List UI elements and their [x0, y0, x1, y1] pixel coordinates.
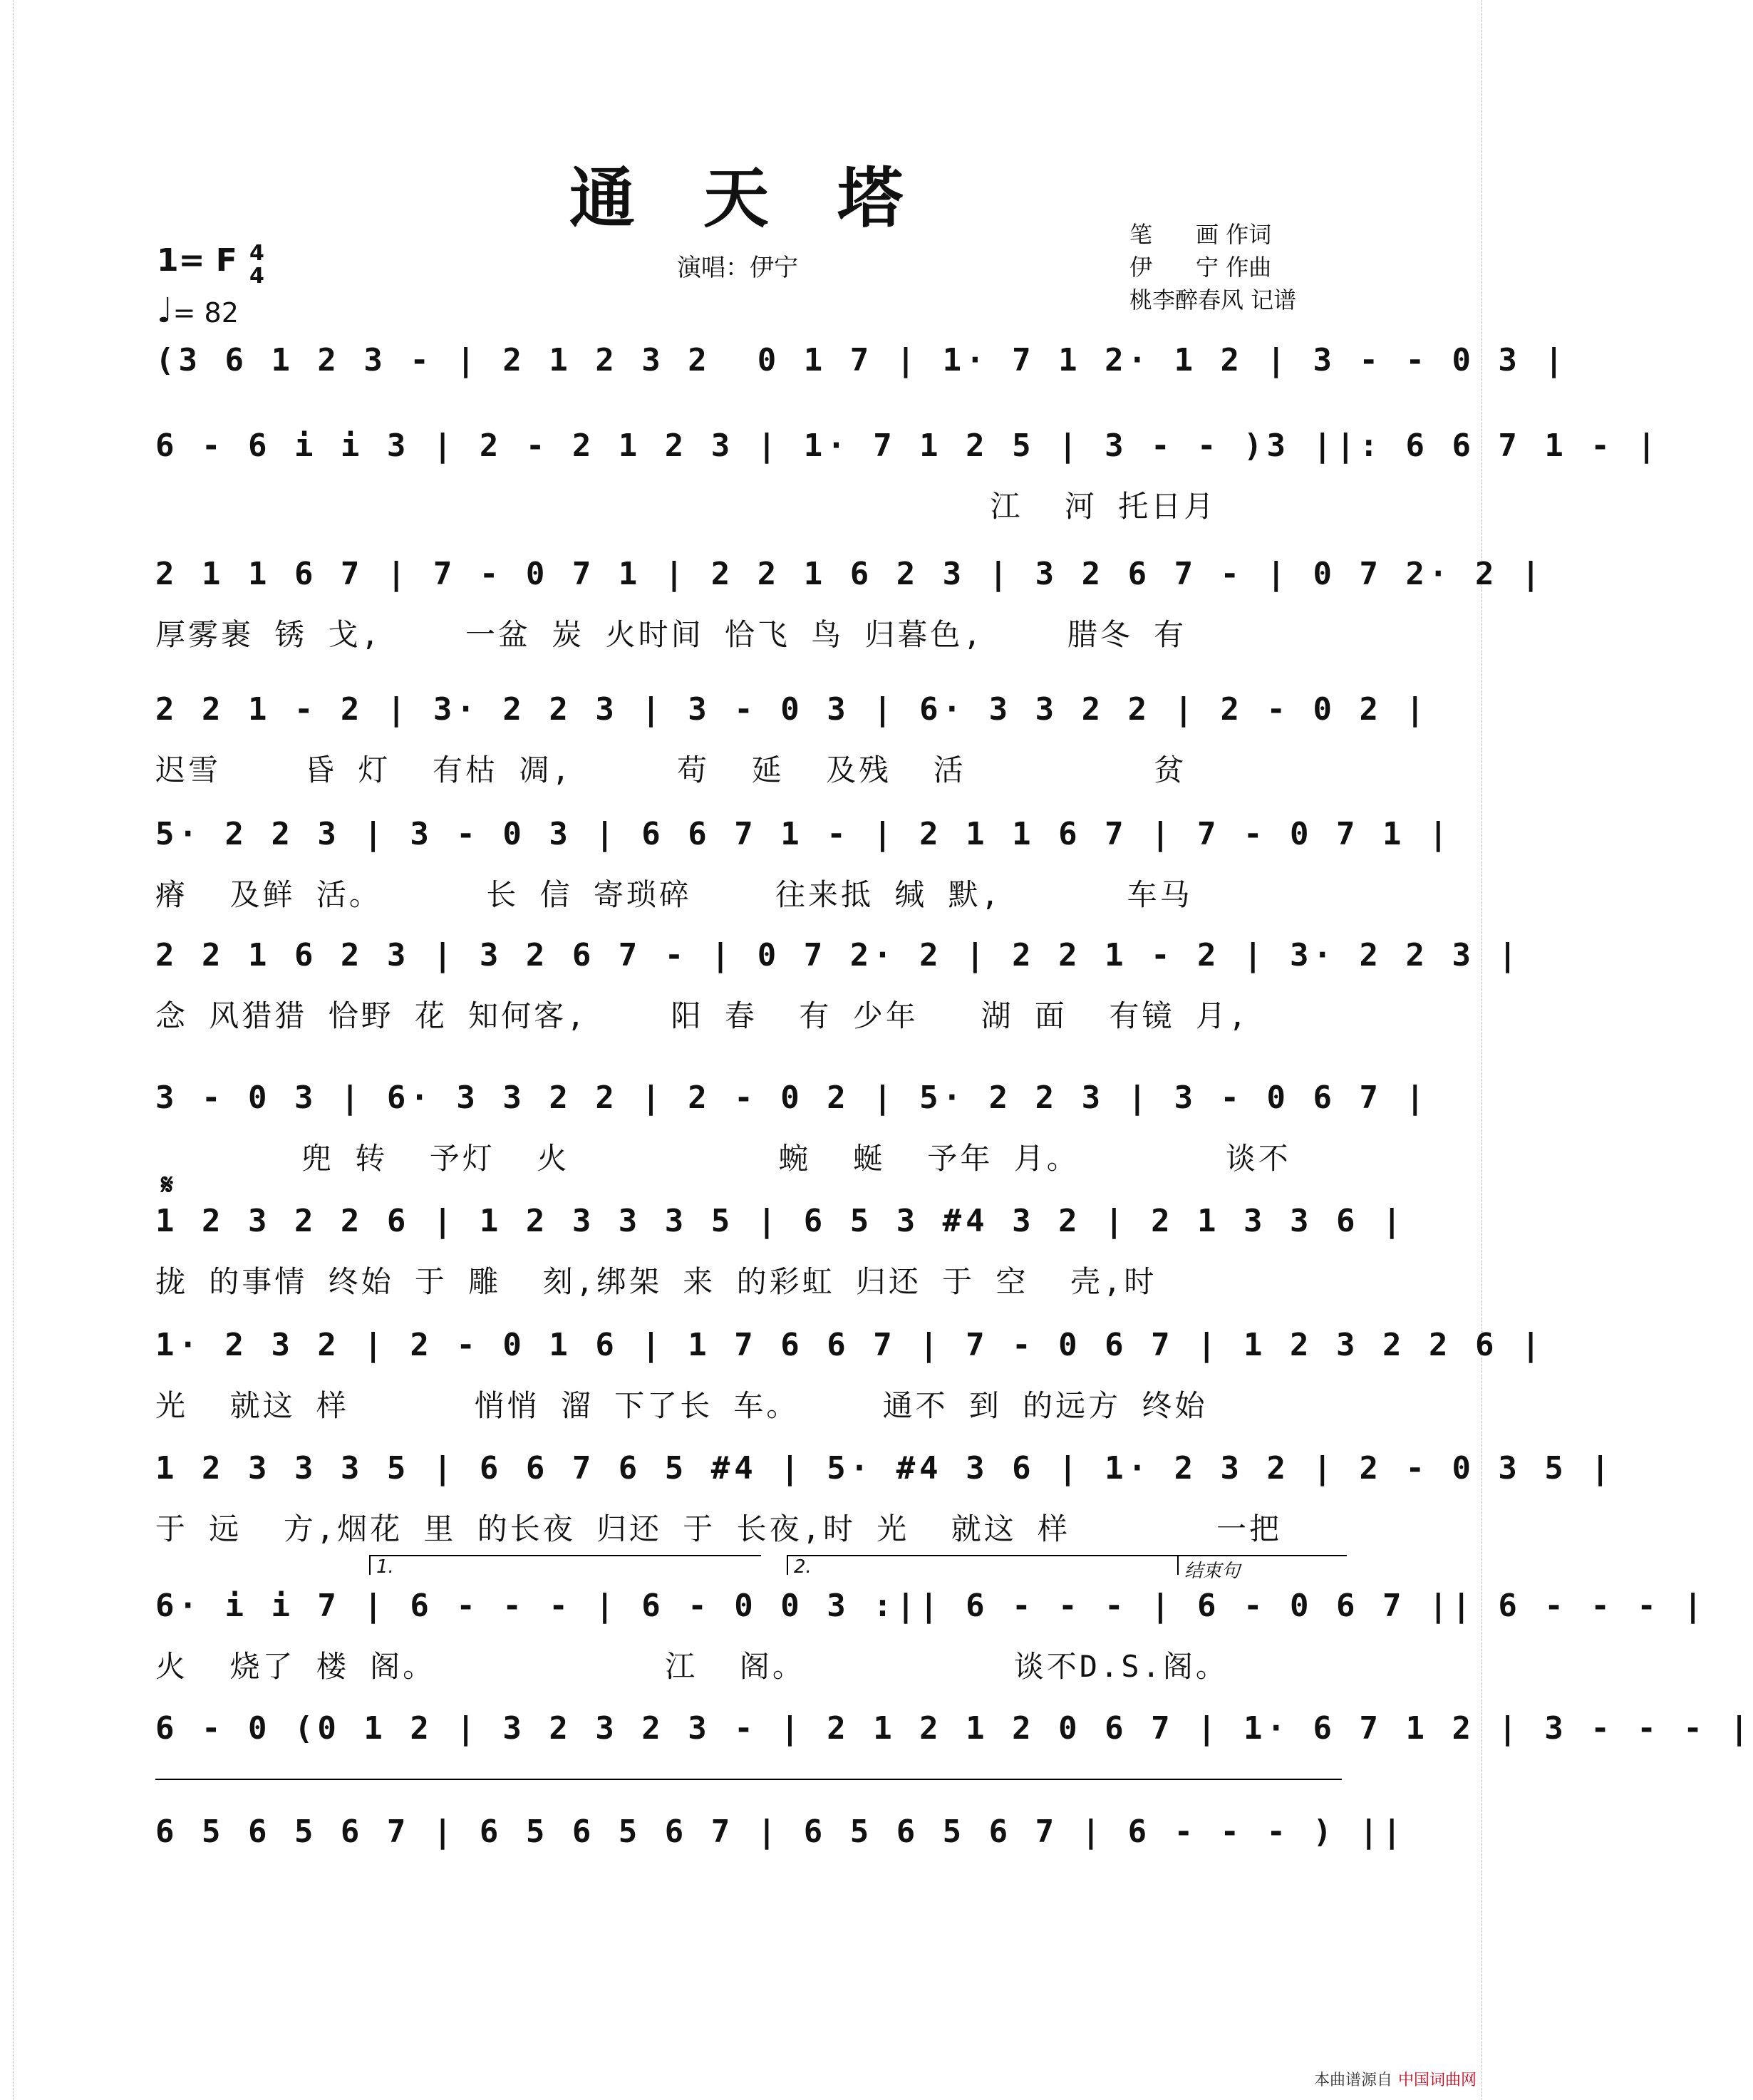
lyrics-line: 光 就这 样 悄悄 溜 下了长 车。 通不 到 的远方 终始: [155, 1388, 1208, 1423]
song-title: 通 天 塔: [569, 160, 926, 237]
segno-icon: 𝄋: [161, 1169, 174, 1201]
notation-line: 6· i i 7 | 6 - - - | 6 - 0 0 3 :|| 6 - - - | 6 - 0 6 7 || 6 - - - |: [155, 1588, 1707, 1624]
lyrics-line: 念 风猎猎 恰野 花 知何客, 阳 春 有 少年 湖 面 有镜 月,: [155, 998, 1250, 1033]
time-signature-top: 4: [249, 241, 264, 266]
source-footer: [1314, 2068, 1477, 2090]
volta-ending: 结束句: [1177, 1555, 1347, 1575]
system-bracket-line: [155, 1779, 1342, 1780]
singer-credit: 演唱：伊宁: [677, 254, 798, 282]
notation-line: 1· 2 3 2 | 2 - 0 1 6 | 1 7 6 6 7 | 7 - 0 6 7 | 1 2 3 2 2 6 |: [155, 1327, 1545, 1363]
time-signature: [249, 242, 264, 288]
left-margin-mark: [4, 0, 14, 2100]
footer-site-link[interactable]: 中国词曲网: [1397, 2071, 1477, 2089]
notation-line: 6 - 0 (0 1 2 | 3 2 3 2 3 - | 2 1 2 1 2 0 6 7 | 1· 6 7 1 2 | 3 - - - |: [155, 1710, 1753, 1747]
notation-line: 2 2 1 - 2 | 3· 2 2 3 | 3 - 0 3 | 6· 3 3 2 2 | 2 - 0 2 |: [155, 691, 1429, 728]
lyrics-line: 迟雪 昏 灯 有枯 凋, 苟 延 及残 活 贫: [155, 752, 1187, 787]
notation-line: (3 6 1 2 3 - | 2 1 2 3 2 0 1 7 | 1· 7 1 2· 1 2 | 3 - - 0 3 |: [155, 342, 1568, 378]
credits: [1129, 218, 1296, 316]
key-signature: 1= F: [157, 242, 237, 279]
quarter-note-icon: ♩: [157, 291, 173, 331]
lyrics-line: 兜 转 予灯 火 蜿 蜒 予年 月。 谈不: [155, 1141, 1291, 1176]
transcriber-credit: 桃李醉春风 记谱: [1129, 286, 1297, 314]
notation-line: 6 - 6 i i 3 | 2 - 2 1 2 3 | 1· 7 1 2 5 | 3 - - )3 ||: 6 6 7 1 - |: [155, 428, 1660, 464]
lyrics-line: 于 远 方,烟花 里 的长夜 归还 于 长夜,时 光 就这 样 一把: [155, 1511, 1283, 1546]
lyrics-line: 厚雾裹 锈 戈, 一盆 炭 火时间 恰飞 鸟 归暮色, 腊冬 有: [155, 617, 1187, 652]
notation-line: 5· 2 2 3 | 3 - 0 3 | 6 6 7 1 - | 2 1 1 6 7 | 7 - 0 7 1 |: [155, 816, 1452, 852]
notation-line: 1 2 3 2 2 6 | 1 2 3 3 3 5 | 6 5 3 #4 3 2 | 2 1 3 3 6 |: [155, 1203, 1406, 1239]
tempo-marking: [157, 291, 239, 331]
lyrics-line: 瘠 及鲜 活。 长 信 寄琐碎 往来抵 缄 默, 车马: [155, 877, 1193, 912]
tempo-value: = 82: [172, 297, 239, 329]
notation-line: 6 5 6 5 6 7 | 6 5 6 5 6 7 | 6 5 6 5 6 7 | 6 - - - ) ||: [155, 1814, 1406, 1850]
lyrics-line: 江 河 托日月: [155, 489, 1217, 524]
time-signature-bottom: 4: [249, 264, 264, 289]
notation-line: 3 - 0 3 | 6· 3 3 2 2 | 2 - 0 2 | 5· 2 2 3 | 3 - 0 6 7 |: [155, 1080, 1429, 1116]
lyricist-credit: 笔 画 作词: [1129, 221, 1272, 248]
right-margin-mark: [1481, 0, 1491, 2100]
notation-line: 2 2 1 6 2 3 | 3 2 6 7 - | 0 7 2· 2 | 2 2 1 - 2 | 3· 2 2 3 |: [155, 937, 1521, 973]
lyrics-line: 拢 的事情 终始 于 雕 刻,绑架 来 的彩虹 归还 于 空 壳,时: [155, 1264, 1157, 1299]
volta-first: 1.: [369, 1555, 761, 1575]
notation-line: 1 2 3 3 3 5 | 6 6 7 6 5 #4 | 5· #4 3 6 | 1· 2 3 2 | 2 - 0 3 5 |: [155, 1450, 1614, 1486]
lyrics-line: 火 烧了 楼 阁。 江 阁。 谈不D.S.阁。: [155, 1649, 1229, 1684]
volta-second: 2.: [787, 1555, 1179, 1575]
notation-line: 2 1 1 6 7 | 7 - 0 7 1 | 2 2 1 6 2 3 | 3 2 6 7 - | 0 7 2· 2 |: [155, 556, 1545, 592]
composer-credit: 伊 宁 作曲: [1129, 254, 1272, 281]
footer-prefix: 本曲谱源自: [1313, 2071, 1392, 2089]
